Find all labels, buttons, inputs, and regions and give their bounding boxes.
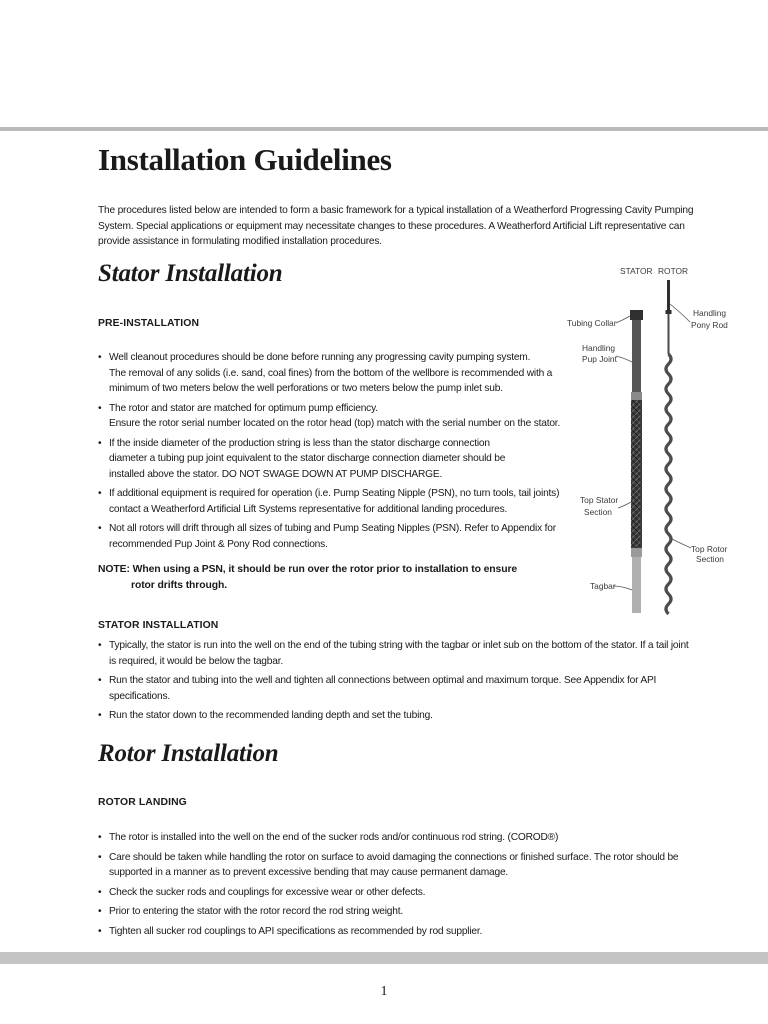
list-item-line: diameter a tubing pup joint equivalent to the stator discharge connection diameter should be (109, 453, 506, 464)
list-item-line: • Run the stator and tubing into the well and tighten all connections between optimal and maximum torque. See Appendix for API (109, 675, 657, 686)
rotor-illustration (666, 280, 672, 614)
list-item-line: installed above the stator. DO NOT SWAGE DOWN AT PUMP DISCHARGE. (109, 468, 443, 480)
list-item (98, 830, 678, 846)
list-item-line: • Typically, the stator is run into the well on the end of the tubing string with the tagbar or inlet sub on the bottom of the stator. If a tail joint (109, 640, 689, 651)
tubing-collar-shape (630, 310, 643, 320)
list-item-line: Ensure the rotor serial number located on the rotor head (top) match with the serial number on the stator. (109, 418, 561, 429)
pre-installation-heading: PRE-INSTALLATION (98, 318, 200, 329)
handling-pup-joint-label-2: Pup Joint (582, 354, 617, 364)
stator-illustration (630, 310, 643, 613)
bottom-rule (0, 952, 768, 964)
list-item-line: • Run the stator down to the recommended landing depth and set the tubing. (109, 710, 433, 721)
list-item-line: • The rotor and stator are matched for optimum pump efficiency. (109, 402, 378, 414)
rotor-landing-list (98, 830, 678, 943)
list-item (98, 638, 689, 669)
page-number: 1 (380, 984, 388, 999)
list-item (98, 521, 560, 552)
page-title: Installation Guidelines (98, 142, 392, 177)
rotor-landing-heading: ROTOR LANDING (98, 797, 187, 808)
stator-body-shape (631, 400, 642, 548)
list-item (98, 350, 560, 397)
pup-joint-shape (632, 320, 641, 392)
rotor-helix-shape (666, 354, 671, 614)
list-item (98, 401, 560, 432)
list-item-line: contact a Weatherford Artificial Lift Systems representative for additional landing procedures. (109, 503, 508, 515)
list-item-line: • Tighten all sucker rod couplings to API specifications as recommended by rod supplier. (109, 925, 483, 937)
list-item-line: • Well cleanout procedures should be done before running any progressing cavity pumping system. (109, 352, 531, 363)
list-item-line: minimum of two meters below the well perforations or two meters below the pump inlet sub. (109, 383, 503, 394)
list-item (98, 924, 678, 940)
tagbar-label: Tagbar (590, 581, 616, 591)
handling-pony-rod-label-1: Handling (693, 308, 727, 318)
stator-installation-heading: STATOR INSTALLATION (98, 620, 219, 631)
tagbar-shape (632, 557, 641, 613)
stator-bottom-coupling (631, 548, 642, 557)
stator-installation-list (98, 638, 689, 728)
list-item (98, 708, 689, 724)
list-item-line: • Check the sucker rods and couplings for excessive wear or other defects. (109, 886, 426, 898)
rotor-installation-title: Rotor Installation (98, 740, 279, 767)
list-item-line: • If the inside diameter of the production string is less than the stator discharge connection (109, 437, 490, 449)
stator-column-label: STATOR (620, 266, 653, 276)
top-rule (0, 127, 768, 131)
list-item-line: is required, it would be below the tagbar. (109, 655, 283, 667)
coupling-shape (631, 392, 642, 400)
stator-rotor-diagram (560, 262, 735, 617)
list-item-line: • Care should be taken while handling the rotor on surface to avoid damaging the connections or finished surface. The rotor should be (109, 851, 679, 863)
tubing-collar-label: Tubing Collar (567, 318, 617, 328)
list-item (98, 673, 689, 704)
note-line: rotor drifts through. (131, 579, 228, 591)
list-item (98, 885, 678, 901)
intro-paragraph: The procedures listed below are intended to form a basic framework for a typical installation of a Weatherford Progressing Cavity Pumping System. Special applications or equipment may necessitate changes to these procedures. A Weatherford Artificial Lift representative can provide assistance in formulating modified installation procedures. (98, 205, 694, 247)
list-item-line: • Not all rotors will drift through all sizes of tubing and Pump Seating Nipples (PSN). Refer to Appendix for (109, 523, 556, 534)
pony-rod-shape (667, 280, 670, 310)
list-item-line: • If additional equipment is required for operation (i.e. Pump Seating Nipple (PSN), no turn tools, tail joints) (109, 488, 560, 499)
top-stator-section-label-2: Section (584, 507, 612, 517)
list-item-line: • Prior to entering the stator with the rotor record the rod string weight. (109, 906, 404, 917)
stator-installation-title: Stator Installation (98, 260, 283, 287)
list-item (98, 904, 678, 920)
psn-note (98, 562, 517, 593)
top-rotor-section-label-1: Top Rotor (691, 544, 728, 554)
note-line: NOTE: When using a PSN, it should be run over the rotor prior to installation to ensure (98, 564, 518, 575)
list-item-line: recommended Pup Joint & Pony Rod connections. (109, 538, 328, 550)
handling-pup-joint-label-1: Handling (582, 343, 616, 353)
list-item (98, 436, 560, 483)
list-item-line: specifications. (109, 690, 170, 702)
handling-pony-rod-label-2: Pony Rod (691, 320, 728, 330)
list-item-line: • The rotor is installed into the well on the end of the sucker rods and/or continuous rod string. (COROD®) (109, 832, 559, 843)
pre-installation-list (98, 350, 560, 556)
list-item-line: supported in a manner as to prevent excessive bending that may cause permanent damage. (109, 867, 509, 878)
list-item (98, 850, 678, 881)
list-item (98, 486, 560, 517)
top-stator-section-label-1: Top Stator (580, 495, 619, 505)
top-rotor-section-label-2: Section (696, 554, 724, 564)
rotor-column-label: ROTOR (658, 266, 689, 276)
list-item-line: The removal of any solids (i.e. sand, coal fines) from the bottom of the wellbore is recommended with a (109, 367, 553, 379)
